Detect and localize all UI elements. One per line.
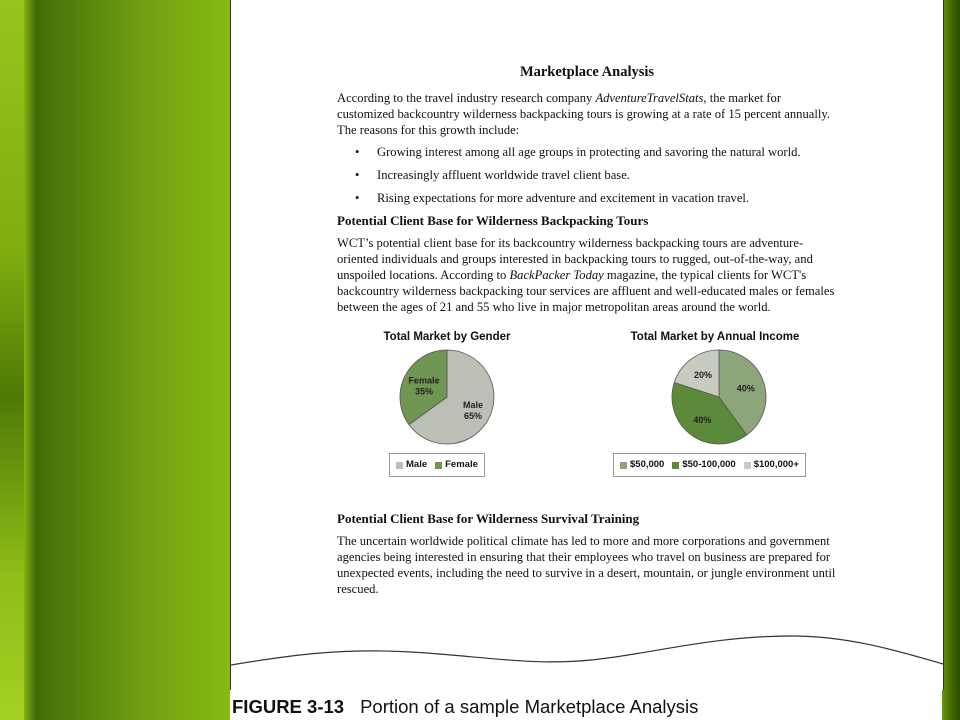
legend-entry [620, 457, 664, 473]
charts-row [337, 329, 837, 499]
slice-category-label: Female [408, 375, 440, 386]
legend-swatch [672, 462, 679, 469]
legend-entry [435, 457, 478, 473]
slice-data-label: 40% [736, 383, 755, 394]
intro-text-end: , the market for customized backcountry wilderness backpacking tours is growing at a rate of 15 percent annually. The reasons for this growth include: [337, 91, 830, 137]
chart-title: Total Market by Annual Income [630, 331, 800, 343]
section-heading-survival: Potential Client Base for Wilderness Survival Training [337, 511, 640, 526]
legend-entry [396, 457, 427, 473]
figure-label: FIGURE 3-13 [232, 696, 345, 717]
list-item: • Increasingly affluent worldwide travel client base. [337, 167, 837, 183]
legend-swatch [620, 462, 627, 469]
backpacking-text-start: WCT’s potential client base for its backcountry wilderness backpacking tours are adventure-oriented individuals and groups interested in backpacking tours to rugged, out-of-the-way, and unspoiled locations. According to [337, 236, 813, 282]
right-decorative-band [942, 0, 960, 720]
document-body [337, 60, 837, 603]
legend-label: Female [445, 459, 478, 470]
section-heading-backpacking: Potential Client Base for Wilderness Backpacking Tours [337, 213, 649, 228]
gender-pie-chart [357, 329, 537, 470]
chart-title: Total Market by Gender [383, 331, 511, 343]
legend-label: $50-100,000 [682, 459, 736, 470]
income-pie-svg [605, 345, 825, 447]
legend-swatch [744, 462, 751, 469]
magazine-name: BackPacker Today [509, 268, 604, 282]
document-title: Marketplace Analysis [519, 64, 655, 80]
intro-text-start: According to the travel industry research company [337, 91, 596, 105]
survival-paragraph: The uncertain worldwide political climate has led to more and more corporations and government agencies being interested in ensuring that their employees who travel on business are prepared for unexpected events, including the need to survive in a desert, mountain, or jungle environment until rescued. [337, 534, 836, 596]
gender-pie-svg [357, 345, 537, 447]
legend-entry [672, 457, 735, 473]
slice-category-label: Male [462, 400, 483, 411]
document-page [230, 0, 944, 690]
slice-data-label [463, 400, 483, 421]
left-edge-strip [0, 0, 24, 720]
legend-label: $100,000+ [753, 459, 799, 470]
research-company-name: AdventureTravelStats [595, 91, 704, 105]
left-decorative-band [0, 0, 230, 720]
legend-swatch [396, 462, 403, 469]
slice-percent-label: 65% [463, 411, 482, 422]
slice-data-label: 40% [693, 414, 712, 425]
backpacking-text-end: magazine, the typical clients for WCT's backcountry wilderness backpacking tour services are affluent and well-educated males or females between the ages of 21 and 55 who live in major metropolitan areas around the world. [337, 268, 835, 314]
income-pie-chart [605, 329, 825, 470]
legend-label: $50,000 [630, 459, 665, 470]
growth-reasons-list [337, 144, 837, 206]
legend-entry [744, 457, 799, 473]
legend-label: Male [406, 459, 428, 470]
figure-caption-text: Portion of a sample Marketplace Analysis [360, 696, 699, 717]
income-legend [613, 453, 806, 477]
gender-legend [389, 453, 485, 477]
intro-paragraph [337, 90, 837, 138]
slice-percent-label: 35% [414, 386, 433, 397]
figure-caption [232, 694, 698, 720]
torn-page-edge [231, 630, 943, 690]
list-item: • Growing interest among all age groups in protecting and savoring the natural world. [337, 144, 837, 160]
list-item: • Rising expectations for more adventure and excitement in vacation travel. [337, 190, 837, 206]
slice-data-label: 20% [693, 369, 712, 380]
backpacking-paragraph [337, 235, 837, 315]
legend-swatch [435, 462, 442, 469]
